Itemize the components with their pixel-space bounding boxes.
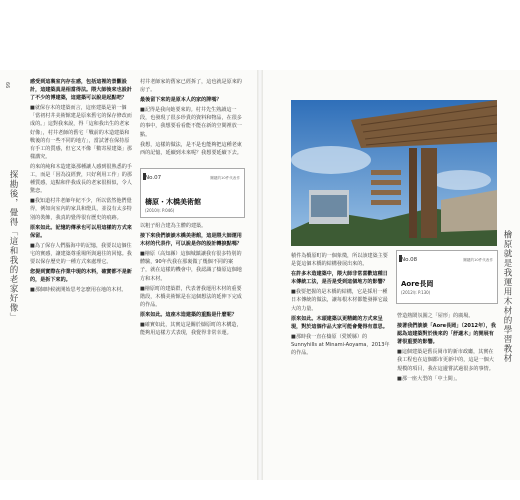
answer-14: ■那時我一直在檮原（愛媛縣）的Sunnyhills at Minami-Aoyama，2013年的作品。 [291,333,390,357]
caption-text: 以粗子組合建為主體的建築。 [140,223,207,229]
caption-text-2: 營造熱鬧氛圍之「屋形」的廣場。 [397,313,474,319]
answer-16: ■那一座大型的「中土間」。 [397,375,461,382]
left-section-title: 探勘後，覺得「這和我的老家好像」 [8,170,18,322]
answer-12: 積件為橋原町的一個象徵，所以該建築主要是從這個木橋的結構發展出來的。 [291,253,388,268]
answer-1: ■就保存木的建築而言，這座建築是第一個「當初村井美術館建是原來舊宅的保存修改而成的。」這對我來說，得「這和我出生的老家好像」，村井老師的舊宅「戰前的木造建築和戰後的有一些不同的地方」，當試著在保持原有手工的質感，但它又不像「數寄屋建築」那樣講究。 [30,105,132,160]
answer-7: ■記得是我向她要來的。村井先生熟讀這一段，也發現了很多珍貴的資料和物品，在很多的事中，我想要看看能不能在新的空間裡放一點。 [140,107,242,138]
answer-3: ■我知道村井老師年紀不少，所以當然他們覺得，例如向室內的家具和燈具，並沒有太多特別的裝飾，我真的覺得很有歷史的痕跡。 [30,198,132,221]
note-title: 檮原・木橋美術館 [145,198,201,206]
question-3: 您提到實際在作業中現的木料，確實都不是新的，是拆下來的。 [30,269,132,284]
note-number: No.07 [145,175,162,181]
right-column-1 [291,252,390,359]
question-8: 原來如此。木頭建築以更精緻的方式來呈現，對於這個作品大家可能會覺得有意思。 [291,315,388,330]
answer-9: ■檜原（高知縣）這個城鎮讓我有很多特別的體驗，90年代我在那裏做了幾個不同的案子，就在這樣的機會中，我認識了檮原這個地方和木材。 [140,251,242,282]
question-2: 原來如此。記憶的傳承也可以用這樣的方式來保留。 [30,224,132,239]
museum-photo-image [291,100,497,246]
answer-13: ■我要把握的是木橋的結構，它是採用一種日本傳統的做法，讓每根木材都能發揮它最大的力量。 [291,289,388,312]
note-card-no07 [140,168,245,218]
left-column-2 [140,78,243,159]
question-1: 感受到這裏室內存在感，包括這裡的景觀設計，這建築真是相當得法。隈大師後來也設計了不少的博建築，這建築可以說是起點吧？ [30,79,132,102]
answer-8: 我想，這樣的做法，是不是也能夠把這種老東西的記憶，延續到未來呢？我想要延續下去。 [140,141,242,156]
question-4: 最後留下來的是原本人的家的牌嗎？ [140,97,222,104]
note-caption: 關鍵的10件代表作 [210,176,240,180]
question-7: 在許多木造建築中，隈大師非常喜歡這種日本傳統工法，是否是受到這個地方的影響？ [291,271,388,286]
question-5: 接下來我們談談木橋美術館，這是隈大師運用木材的代表作，可以說是你的設計轉捩點嗎？ [140,233,242,248]
question-6: 原來如此。這座木造建築的重點是什麼呢？ [140,311,237,318]
right-column-2 [397,312,497,385]
note-card-no08 [396,250,498,304]
note-caption: 關鍵的10件代表作 [463,258,493,262]
question-9: 接著我們談談「Aore長岡」（2012年），我認為這建築對於後來的「舒適木」的開展有著很重要的影響。 [397,323,496,346]
answer-15: ■這個建築是舊長岡市的新市政廳，其實在我工程也在這個都市更新中的，這是一個大規模的項目，我在這邊嘗試過很多的事情。 [397,349,494,372]
answer-11: ■確實如此，其實這是關於檮原町的木構造，能夠用這樣方式表現，我覺得非常幸運。 [140,322,242,337]
note-cite: (2012年 P.130) [401,290,431,295]
museum-photo [291,100,497,246]
note-number: No.08 [401,257,418,263]
answer-5: ■那個時候就開始思考怎麼用在地的木材。 [30,287,127,294]
note-cite: (2010年 P.046) [145,208,175,213]
left-column-1 [30,78,133,296]
answer-10: ■檜原町的建築群，代表著我運用木材的重要階段，木橋美術館是在這個想法的延伸下完成的作品。 [140,285,242,308]
answer-4: ■為了保存人們腦海中的記憶，我要以這個住宅的實感，讓建築尊重場所與過往的回憶。我要以保存歷史的一種方式來處理它。 [30,242,132,265]
page-number: 66 [4,82,10,89]
answer-6: 村井老師家的舊家已經拆了，這也就是原來的房子。 [140,79,242,94]
right-section-title: 檜原就是我運用木材的學習教材 [502,230,512,363]
left-column-2b [140,222,243,339]
answer-2: 的來的純和木造建築那種讓人感到很熟悉的手工，而是「因為沒經費，只好利用工作」的那種質感，這點和伴我成長的老家很相似，令人驚恋。 [30,163,132,195]
note-title: Aore長岡 [401,280,434,288]
